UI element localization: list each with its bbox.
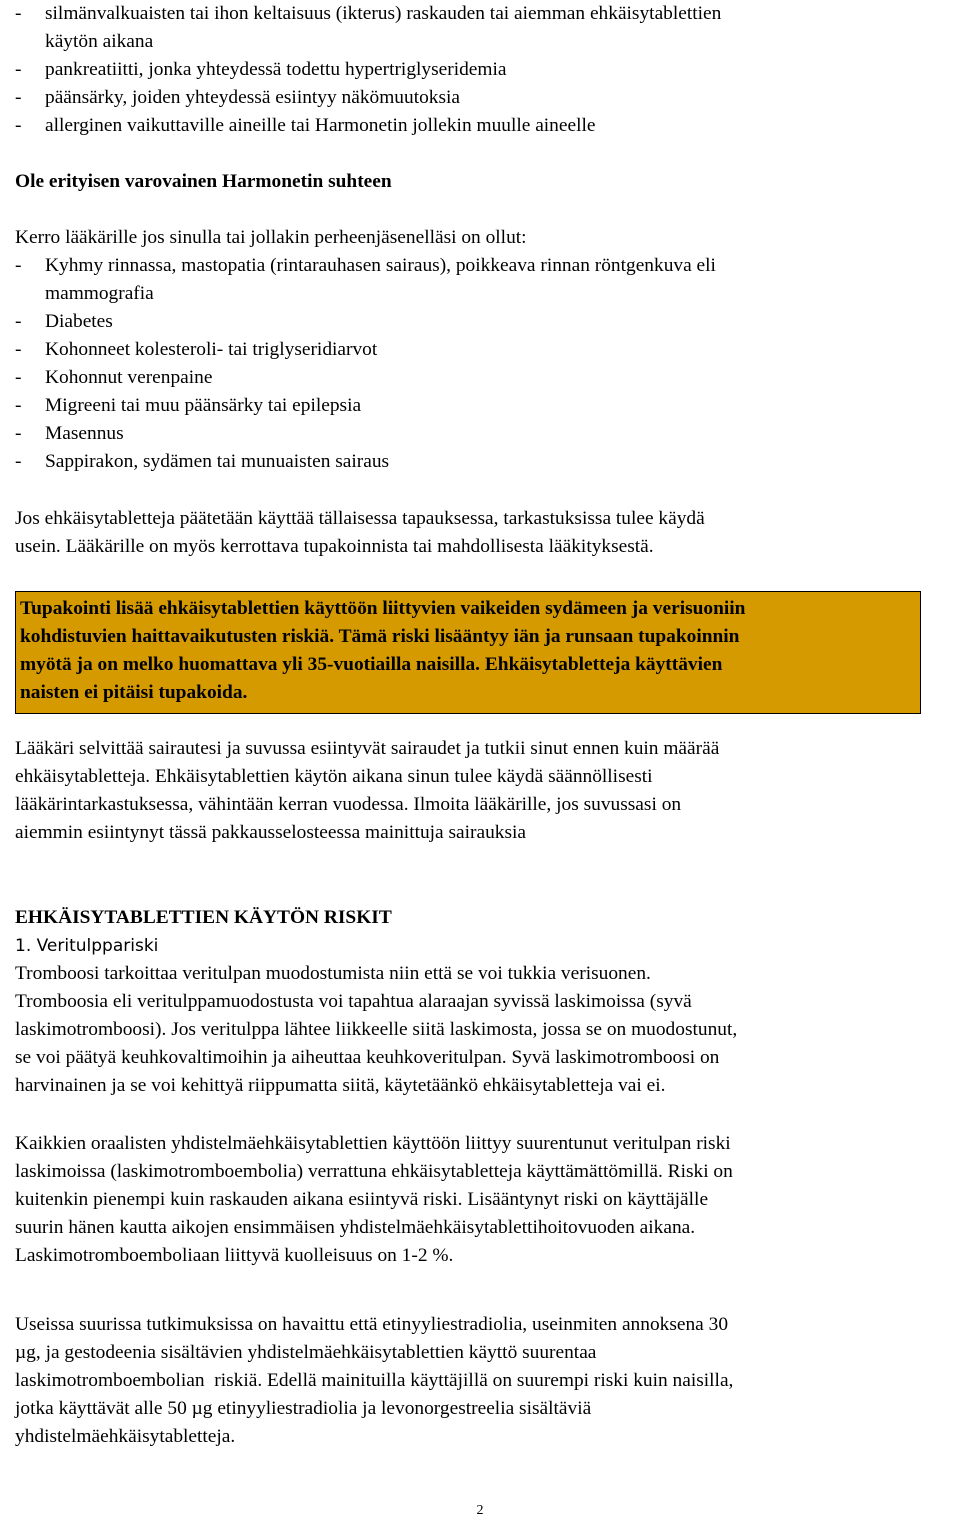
tell-doctor-intro: Kerro lääkärille jos sinulla tai jollakin perheenjäsenelläsi on ollut:: [15, 227, 527, 248]
use-paragraph: Jos ehkäisytabletteja päätetään käyttää tällaisessa tapauksessa, tarkastuksissa tulee käydä usein. Lääkärille on myös kerrottava tupakoinnista tai mahdollisesta lääkityksestä.: [15, 508, 705, 557]
list-item-continuation: mammografia: [45, 283, 154, 304]
smoking-warning-box: Tupakointi lisää ehkäisytablettien käyttöön liittyvien vaikeiden sydämeen ja verisuoniin kohdistuvien haittavaikutusten riskiä. Tämä riski lisääntyy iän ja runsaan tupakoinnin myötä ja on melko huomattava yli 35-vuotiailla naisilla. Ehkäisytabletteja käyttävien naisten ei pitäisi tupakoida.: [15, 591, 921, 714]
list-item-continuation: käytön aikana: [45, 31, 154, 52]
list-item: - Kohonnut verenpaine: [15, 367, 213, 388]
page-number: 2: [476, 1503, 484, 1518]
list-item: - Masennus: [15, 423, 124, 444]
studies-paragraph: Useissa suurissa tutkimuksissa on havaittu että etinyyliestradiolia, useinmiten annoksena 30 µg, ja gestodeenia sisältävien yhdistelmäehkäisytablettien käyttö suurentaa laskimotromboembolian riskiä. Edellä mainituilla käyttäjillä on suurempi riski kuin naisilla, jotka käyttävät alle 50 µg etinyyliestradiolia ja levonorgestreelia sisältäviä yhdistelmäehkäisytabletteja.: [15, 1314, 734, 1447]
list-item: - Migreeni tai muu päänsärky tai epilepsia: [15, 395, 362, 416]
tell-doctor-section: [15, 224, 935, 476]
clot-subheading: 1. Veritulppariski: [15, 936, 159, 956]
doctor-paragraph: Lääkäri selvittää sairautesi ja suvussa esiintyvät sairaudet ja tutkii sinut ennen kuin määrää ehkäisytabletteja. Ehkäisytablettien käytön aikana sinun tulee käydä säännöllisesti lääkärintarkastuksessa, vähintään kerran vuodessa. Ilmoita lääkärille, jos suvussasi on aiemmin esiintynyt tässä pakkausselosteessa mainittuja sairauksia: [15, 738, 720, 843]
caution-heading: Ole erityisen varovainen Harmonetin suhteen: [15, 171, 392, 192]
list-item: - päänsärky, joiden yhteydessä esiintyy näkömuutoksia: [15, 87, 461, 108]
all-pills-paragraph: Kaikkien oraalisten yhdistelmäehkäisytablettien käyttöön liittyy suurentunut veritulpan riski laskimoissa (laskimotromboembolia) verrattuna ehkäisytabletteja käyttämättömillä. Riski on kuitenkin pienempi kuin raskauden aikana esiintyvä riski. Lisääntynyt riski on käyttäjälle suurin hänen kautta aikojen ensimmäisen yhdistelmäehkäisytablettihoitovuoden aikana. Laskimotromboemboliaan liittyvä kuolleisuus on 1-2 %.: [15, 1133, 733, 1266]
list-item: - pankreatiitti, jonka yhteydessä todettu hypertriglyseridemia: [15, 59, 507, 80]
list-item: - silmänvalkuaisten tai ihon keltaisuus (ikterus) raskauden tai aiemman ehkäisytablettien: [15, 3, 722, 24]
list-item: - Diabetes: [15, 311, 113, 332]
list-item: - Sappirakon, sydämen tai munuaisten sairaus: [15, 451, 390, 472]
list-item: - allerginen vaikuttaville aineille tai Harmonetin jollekin muulle aineelle: [15, 115, 596, 136]
list-item: - Kohonneet kolesteroli- tai triglyseridiarvot: [15, 339, 378, 360]
risks-heading: EHKÄISYTABLETTIEN KÄYTÖN RISKIT: [15, 907, 392, 928]
contraindication-list: [15, 0, 935, 140]
list-item: - Kyhmy rinnassa, mastopatia (rintarauhasen sairaus), poikkeava rinnan röntgenkuva eli: [15, 255, 716, 276]
thrombosis-paragraph: Tromboosi tarkoittaa veritulpan muodostumista niin että se voi tukkia verisuonen. Tromboosia eli veritulppamuodostusta voi tapahtua alaraajan syvissä laskimoissa (syvä laskimotromboosi). Jos veritulppa lähtee liikkeelle siitä laskimosta, jossa se on muodostunut, se voi päätyä keuhkovaltimoihin ja aiheuttaa keuhkoveritulpan. Syvä laskimotromboosi on harvinainen ja se voi kehittyä riippumatta siitä, käytetäänkö ehkäisytabletteja vai ei.: [15, 963, 738, 1096]
